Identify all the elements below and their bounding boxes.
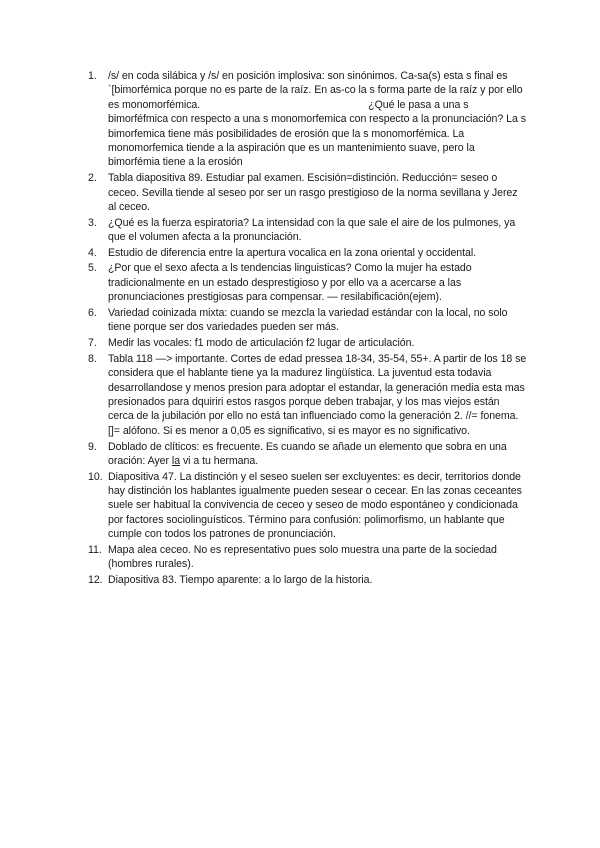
list-item-text: ¿Qué es la fuerza espiratoria? La intensidad con la que sale el aire de los pulmones, ya que el volumen afecta a la pronunciación. xyxy=(108,216,516,244)
list-item-number: 1. xyxy=(88,70,97,82)
list-item-text-part: /s/ en coda silábica y /s/ en posición implosiva: son sinónimos. Ca-sa(s) esta s final es `[bimorfémica porque no es parte de la raíz. En as-co la s forma parte de la raíz y por ello es monomorfémica. xyxy=(108,70,523,111)
list-item-number: 9. xyxy=(88,440,97,453)
list-item-text: Estudio de diferencia entre la apertura vocalica en la zona oriental y occidental. xyxy=(108,246,477,259)
list-item-text-part: ¿Qué le pasa a una s bimorféfmica con respecto a una s monomorfemica con respecto a la pronunciación? La s bimorfemica tiene más posibilidades de erosión que la s monomorfémica. La monomorfemica tiende a la aspiración que es un mantenimiento suave, pero la bimorfémia tiene a la erosión xyxy=(108,98,526,169)
list-item-number: 6. xyxy=(88,306,97,319)
list-item-number: 5. xyxy=(88,262,97,275)
list-item-text: Medir las vocales: f1 modo de articulación f2 lugar de articulación. xyxy=(108,337,415,350)
list-item xyxy=(88,261,528,304)
list-item-text-part: Doblado de clíticos: es frecuente. Es cuando se añade un elemento que sobra en una oración: Ayer xyxy=(108,440,507,467)
list-item-text: Tabla diapositiva 89. Estudiar pal examen. Escisión=distinción. Reducción= seseo o ceceo. Sevilla tiende al seseo por ser un rasgo prestigioso de la norma sevillana y Jerez al ceceo. xyxy=(108,172,518,213)
list-item-text: ¿Por que el sexo afecta a ls tendencias linguisticas? Como la mujer ha estado tradicionalmente en un estado desprestigioso y por ello va a acercarse a las pronunciaciones prestigiosas para compensar. — resilabificación(ejem). xyxy=(108,262,472,304)
list-item xyxy=(88,216,528,245)
list-item-number: 12. xyxy=(88,574,103,587)
list-item xyxy=(88,246,528,260)
list-item-text: Variedad coinizada mixta: cuando se mezcla la variedad estándar con la local, no solo tiene porque ser dos variedades pueden ser más. xyxy=(108,306,508,334)
list-item xyxy=(88,573,528,587)
list-item-number: 10. xyxy=(88,470,103,483)
list-item-number: 4. xyxy=(88,246,97,259)
list-item xyxy=(88,306,528,335)
list-item xyxy=(88,69,528,170)
list-item xyxy=(88,440,528,469)
underlined-word: la xyxy=(171,454,181,467)
list-item xyxy=(88,352,528,438)
list-item-text: Tabla 118 —> importante. Cortes de edad pressea 18-34, 35-54, 55+. A partir de los 18 se considera que el hablante tiene ya la madurez lingüística. La juventud esta todavia desarrollandose y menos presion para adoptar el estandar, la generación media esta mas presionados para dquiriri estos rasgos porque deben trabajar, y los mas viejos están cerca de la jubilación por ello no está tan influenciado como la generación 2. //= fonema. []= alófono. Si es menor a 0,05 es significativo, si es mayor es no significativo. xyxy=(108,352,527,437)
list-item-number: 7. xyxy=(88,337,97,350)
list-item-number: 8. xyxy=(88,352,97,365)
list-item-number: 2. xyxy=(88,172,97,185)
list-item-text: Diapositiva 83. Tiempo aparente: a lo largo de la historia. xyxy=(108,574,373,587)
notes-list xyxy=(88,69,528,589)
list-item-text xyxy=(108,69,528,170)
list-item-text xyxy=(108,440,528,469)
list-item xyxy=(88,336,528,350)
list-item-number: 3. xyxy=(88,216,97,229)
list-item xyxy=(88,171,528,214)
list-item xyxy=(88,543,528,572)
list-item-number: 11. xyxy=(88,543,102,556)
list-item-text: Mapa alea ceceo. No es representativo pues solo muestra una parte de la sociedad (hombres rurales). xyxy=(108,543,497,571)
list-item-text-part: vi a tu hermana. xyxy=(180,454,259,467)
list-item xyxy=(88,470,528,542)
list-item-text: Diapositiva 47. La distinción y el seseo suelen ser excluyentes: es decir, territorios donde hay distinción los hablantes igualmente pueden sesear o cecear. En las zonas ceceantes suele ser habitual la convivencia de ceceo y seseo de modo espontáneo y condicionada por factores sociolinguísticos. Término para confusión: polimorfismo, un hablante que cumple con todos los patrones de pronunciación. xyxy=(108,470,522,541)
